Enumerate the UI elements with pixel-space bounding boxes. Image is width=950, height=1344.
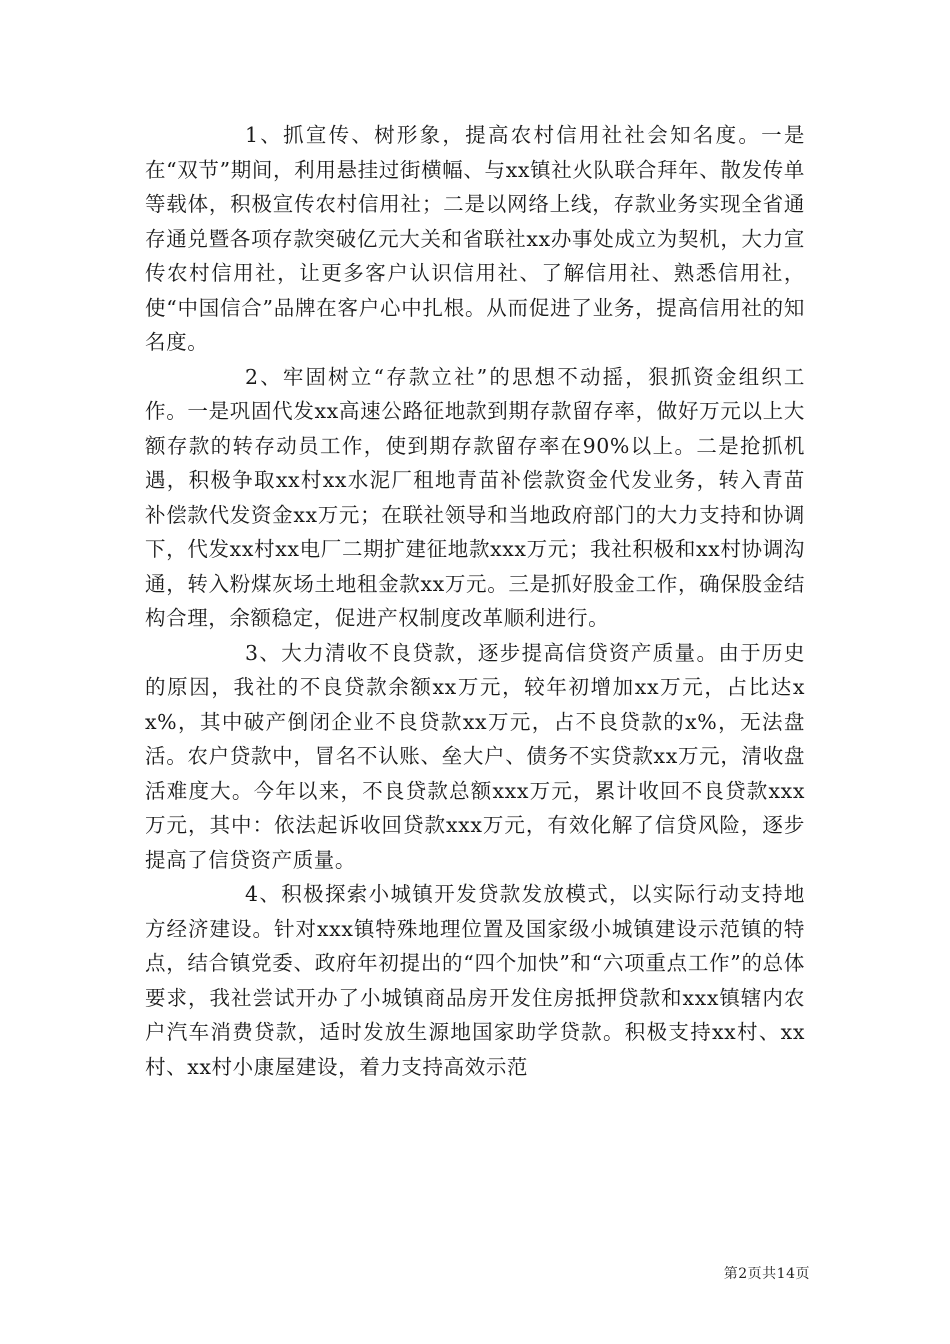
- paragraph-2: 2、牢固树立“存款立社”的思想不动摇，狠抓资金组织工作。一是巩固代发xx高速公路征地款到期存款留存率，做好万元以上大额存款的转存动员工作，使到期存款留存率在90%以上。二是抢抓机遇，积极争取xx村xx水泥厂租地青苗补偿款资金代发业务，转入青苗补偿款代发资金xx万元；在联社领导和当地政府部门的大力支持和协调下，代发xx村xx电厂二期扩建征地款xxx万元；我社积极和xx村协调沟通，转入粉煤灰场土地租金款xx万元。三是抓好股金工作，确保股金结构合理，余额稳定，促进产权制度改革顺利进行。: [145, 364, 805, 630]
- page-number-footer: 第2页共14页: [723, 1266, 810, 1282]
- paragraph-1: 1、抓宣传、树形象，提高农村信用社社会知名度。一是在“双节”期间，利用悬挂过街横幅、与xx镇社火队联合拜年、散发传单等载体，积极宣传农村信用社；二是以网络上线，存款业务实现全省通存通兑暨各项存款突破亿元大关和省联社xx办事处成立为契机，大力宣传农村信用社，让更多客户认识信用社、了解信用社、熟悉信用社，使“中国信合”品牌在客户心中扎根。从而促进了业务，提高信用社的知名度。: [145, 123, 805, 354]
- paragraph-3: 3、大力清收不良贷款，逐步提高信贷资产质量。由于历史的原因，我社的不良贷款余额xx万元，较年初增加xx万元，占比达xx%，其中破产倒闭企业不良贷款xx万元，占不良贷款的x%，无法盘活。农户贷款中，冒名不认账、垒大户、债务不实贷款xx万元，清收盘活难度大。今年以来，不良贷款总额xxx万元，累计收回不良贷款xxx万元，其中：依法起诉收回贷款xxx万元，有效化解了信贷风险，逐步提高了信贷资产质量。: [145, 640, 805, 872]
- paragraph-4: 4、积极探索小城镇开发贷款发放模式，以实际行动支持地方经济建设。针对xxx镇特殊地理位置及国家级小城镇建设示范镇的特点，结合镇党委、政府年初提出的“四个加快”和“六项重点工作”的总体要求，我社尝试开办了小城镇商品房开发住房抵押贷款和xxx镇辖内农户汽车消费贷款，适时发放生源地国家助学贷款。积极支持xx村、xx村、xx村小康屋建设，着力支持高效示范: [145, 882, 805, 1079]
- document-body: [145, 118, 805, 1084]
